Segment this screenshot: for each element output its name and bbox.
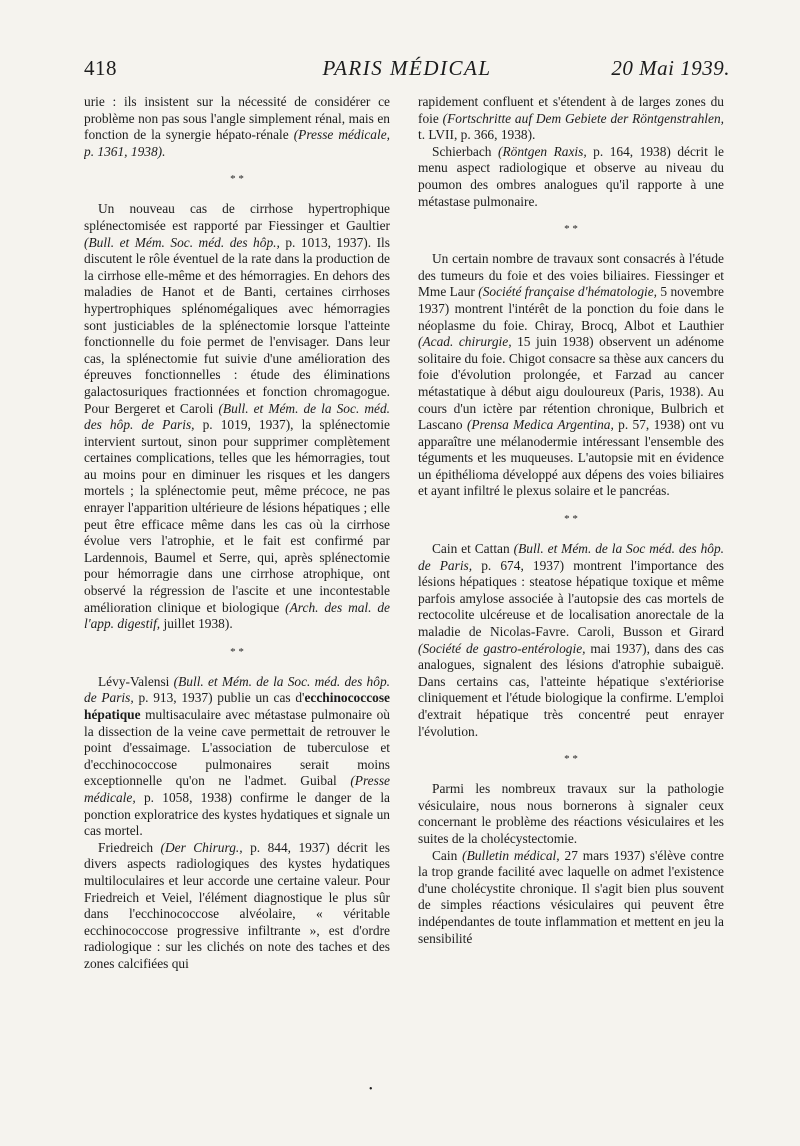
paragraph: Friedreich (Der Chirurg., p. 844, 1937) décrit les divers aspects radiologiques des kystes hydatiques multiloculaires et leur accorde une certaine valeur. Pour Friedreich et Veiel, l'élément diagnostique le plus sûr dans l'ecchinococcose alvéolaire, « véritable ecchinococcose progressive infiltrante », est d'ordre radiologique : sur les clichés on note des taches et des zones calcifiées qui: [84, 839, 390, 971]
left-column: [84, 94, 390, 1134]
paragraph: rapidement confluent et s'étendent à de larges zones du foie (Fortschritte auf Dem Gebiete der Röntgenstrahlen, t. LVII, p. 366, 1938).: [418, 94, 724, 143]
section-separator: * *: [230, 173, 244, 186]
paragraph: Un nouveau cas de cirrhose hypertrophique splénectomisée est rapporté par Fiessinger et Gaultier (Bull. et Mém. Soc. méd. des hôp., p. 1013, 1937). Ils discutent le rôle éventuel de la rate dans la production de la cirrhose elle-même et des hémorragies. En dehors des maladies de Hanot et de Banti, certaines cirrhoses hypertrophiques splénomégaliques avec hémorragies sont justiciables de la splénectomie lorsque l'atteinte fonctionnelle du foie permet de l'envisager. Dans leur cas, la splénectomie fut suivie d'une amélioration des épreuves fonctionnelles : étude des éliminations galactosuriques fractionnées et fonction chromagogue. Pour Bergeret et Caroli (Bull. et Mém. de la Soc. méd. des hôp. de Paris, p. 1019, 1937), la splénectomie intervient surtout, sinon pour supprimer complètement certaines complications, telles que les hémorragies, tout au moins pour en diminuer les risques et les dangers mortels ; la splénectomie peut, même précoce, ne pas enrayer l'apparition ultérieure de lésions hépatiques ; elle peut être efficace même dans les cas où la cirrhose évolue vers l'atrophie, et le fait est confirmé par Lardennois, Baumel et Serre, qui, après splénectomie pour hémorragie dans une cirrhose atrophique, ont observé la régression de l'ascite et une incontestable amélioration clinique et biologique (Arch. des mal. de l'app. digestif, juillet 1938).: [84, 201, 390, 632]
section-separator: * *: [230, 645, 244, 658]
page-number: 418: [84, 56, 117, 80]
section-separator: * *: [564, 223, 578, 236]
issue-date: 20 Mai 1939.: [611, 56, 730, 80]
paragraph: urie : ils insistent sur la nécessité de considérer ce problème non pas sous l'angle simplement rénal, mais en fonction de la synergie hépato-rénale (Presse médicale, p. 1361, 1938).: [84, 94, 390, 159]
paragraph: Schierbach (Röntgen Raxis, p. 164, 1938) décrit le menu aspect radiologique et observe au niveau du poumon des ombres analogues qu'il rapporte à une métastase pulmonaire.: [418, 143, 724, 209]
right-column: [418, 94, 724, 1134]
paragraph: Parmi les nombreux travaux sur la pathologie vésiculaire, nous nous bornerons à signaler ceux concernant le problème des réactions vésiculaires et les suites de la cholécystectomie.: [418, 781, 724, 846]
section-separator: * *: [564, 753, 578, 766]
footer-mark: •: [369, 1084, 373, 1095]
paragraph: Cain (Bulletin médical, 27 mars 1937) s'élève contre la trop grande facilité avec laquelle on admet l'existence d'une cholécystite chronique. Il s'agit bien plus souvent de simples réactions vésiculaires qui peuvent être indépendantes de toute inflammation et mettent en jeu la sensibilité: [418, 847, 724, 946]
journal-title: PARIS MÉDICAL: [322, 56, 492, 80]
paragraph: Un certain nombre de travaux sont consacrés à l'étude des tumeurs du foie et des voies biliaires. Fiessinger et Mme Laur (Société française d'hématologie, 5 novembre 1937) montrent l'intérêt de la ponction du foie dans le néoplasme du foie. Chiray, Brocq, Albot et Lauthier (Acad. chirurgie, 15 juin 1938) observent un adénome solitaire du foie. Chigot consacre sa thèse aux cancers du foie d'évolution prolongée, et Farzad au cancer métastatique à début aigu douloureux (Paris, 1938). Au cours d'un ictère par rétention chronique, Bulbrich et Lascano (Prensa Medica Argentina, p. 57, 1938) ont vu apparaître une mélanodermie intéressant l'ensemble des téguments et les muqueuses. L'autopsie mit en évidence un épithélioma développé aux dépens des voies biliaires et ayant infiltré le plexus solaire et le pancréas.: [418, 251, 724, 499]
page-header: [84, 56, 730, 88]
section-separator: * *: [564, 513, 578, 526]
paragraph: Cain et Cattan (Bull. et Mém. de la Soc méd. des hôp. de Paris, p. 674, 1937) montrent l'importance des lésions hépatiques : steatose hépatique toxique et même parfois amylose associée à l'autopsie des cas mortels de rectocolite ulcéreuse et de localisation anorectale de la maladie de Nicolas-Favre. Caroli, Busson et Girard (Société de gastro-entérologie, mai 1937), dans des cas analogues, signalent des lésions d'atrophie subaiguë. Dans certains cas, l'atteinte hépatique s'extériorise cliniquement et l'étude biologique la confirme. L'emploi d'extrait hépatique très concentré peut enrayer l'évolution.: [418, 541, 724, 739]
paragraph: Lévy-Valensi (Bull. et Mém. de la Soc. méd. des hôp. de Paris, p. 913, 1937) publie un cas d'ecchinococcose hépatique multisaculaire avec métastase pulmonaire où la dissection de la veine cave permettait de retrouver le point d'essaimage. L'association de tuberculose et d'ecchinococcose pulmonaires serait moins exceptionnelle qu'on ne l'admet. Guibal (Presse médicale, p. 1058, 1938) confirme le danger de la ponction exploratrice des kystes hydatiques et signale un cas mortel.: [84, 673, 390, 839]
